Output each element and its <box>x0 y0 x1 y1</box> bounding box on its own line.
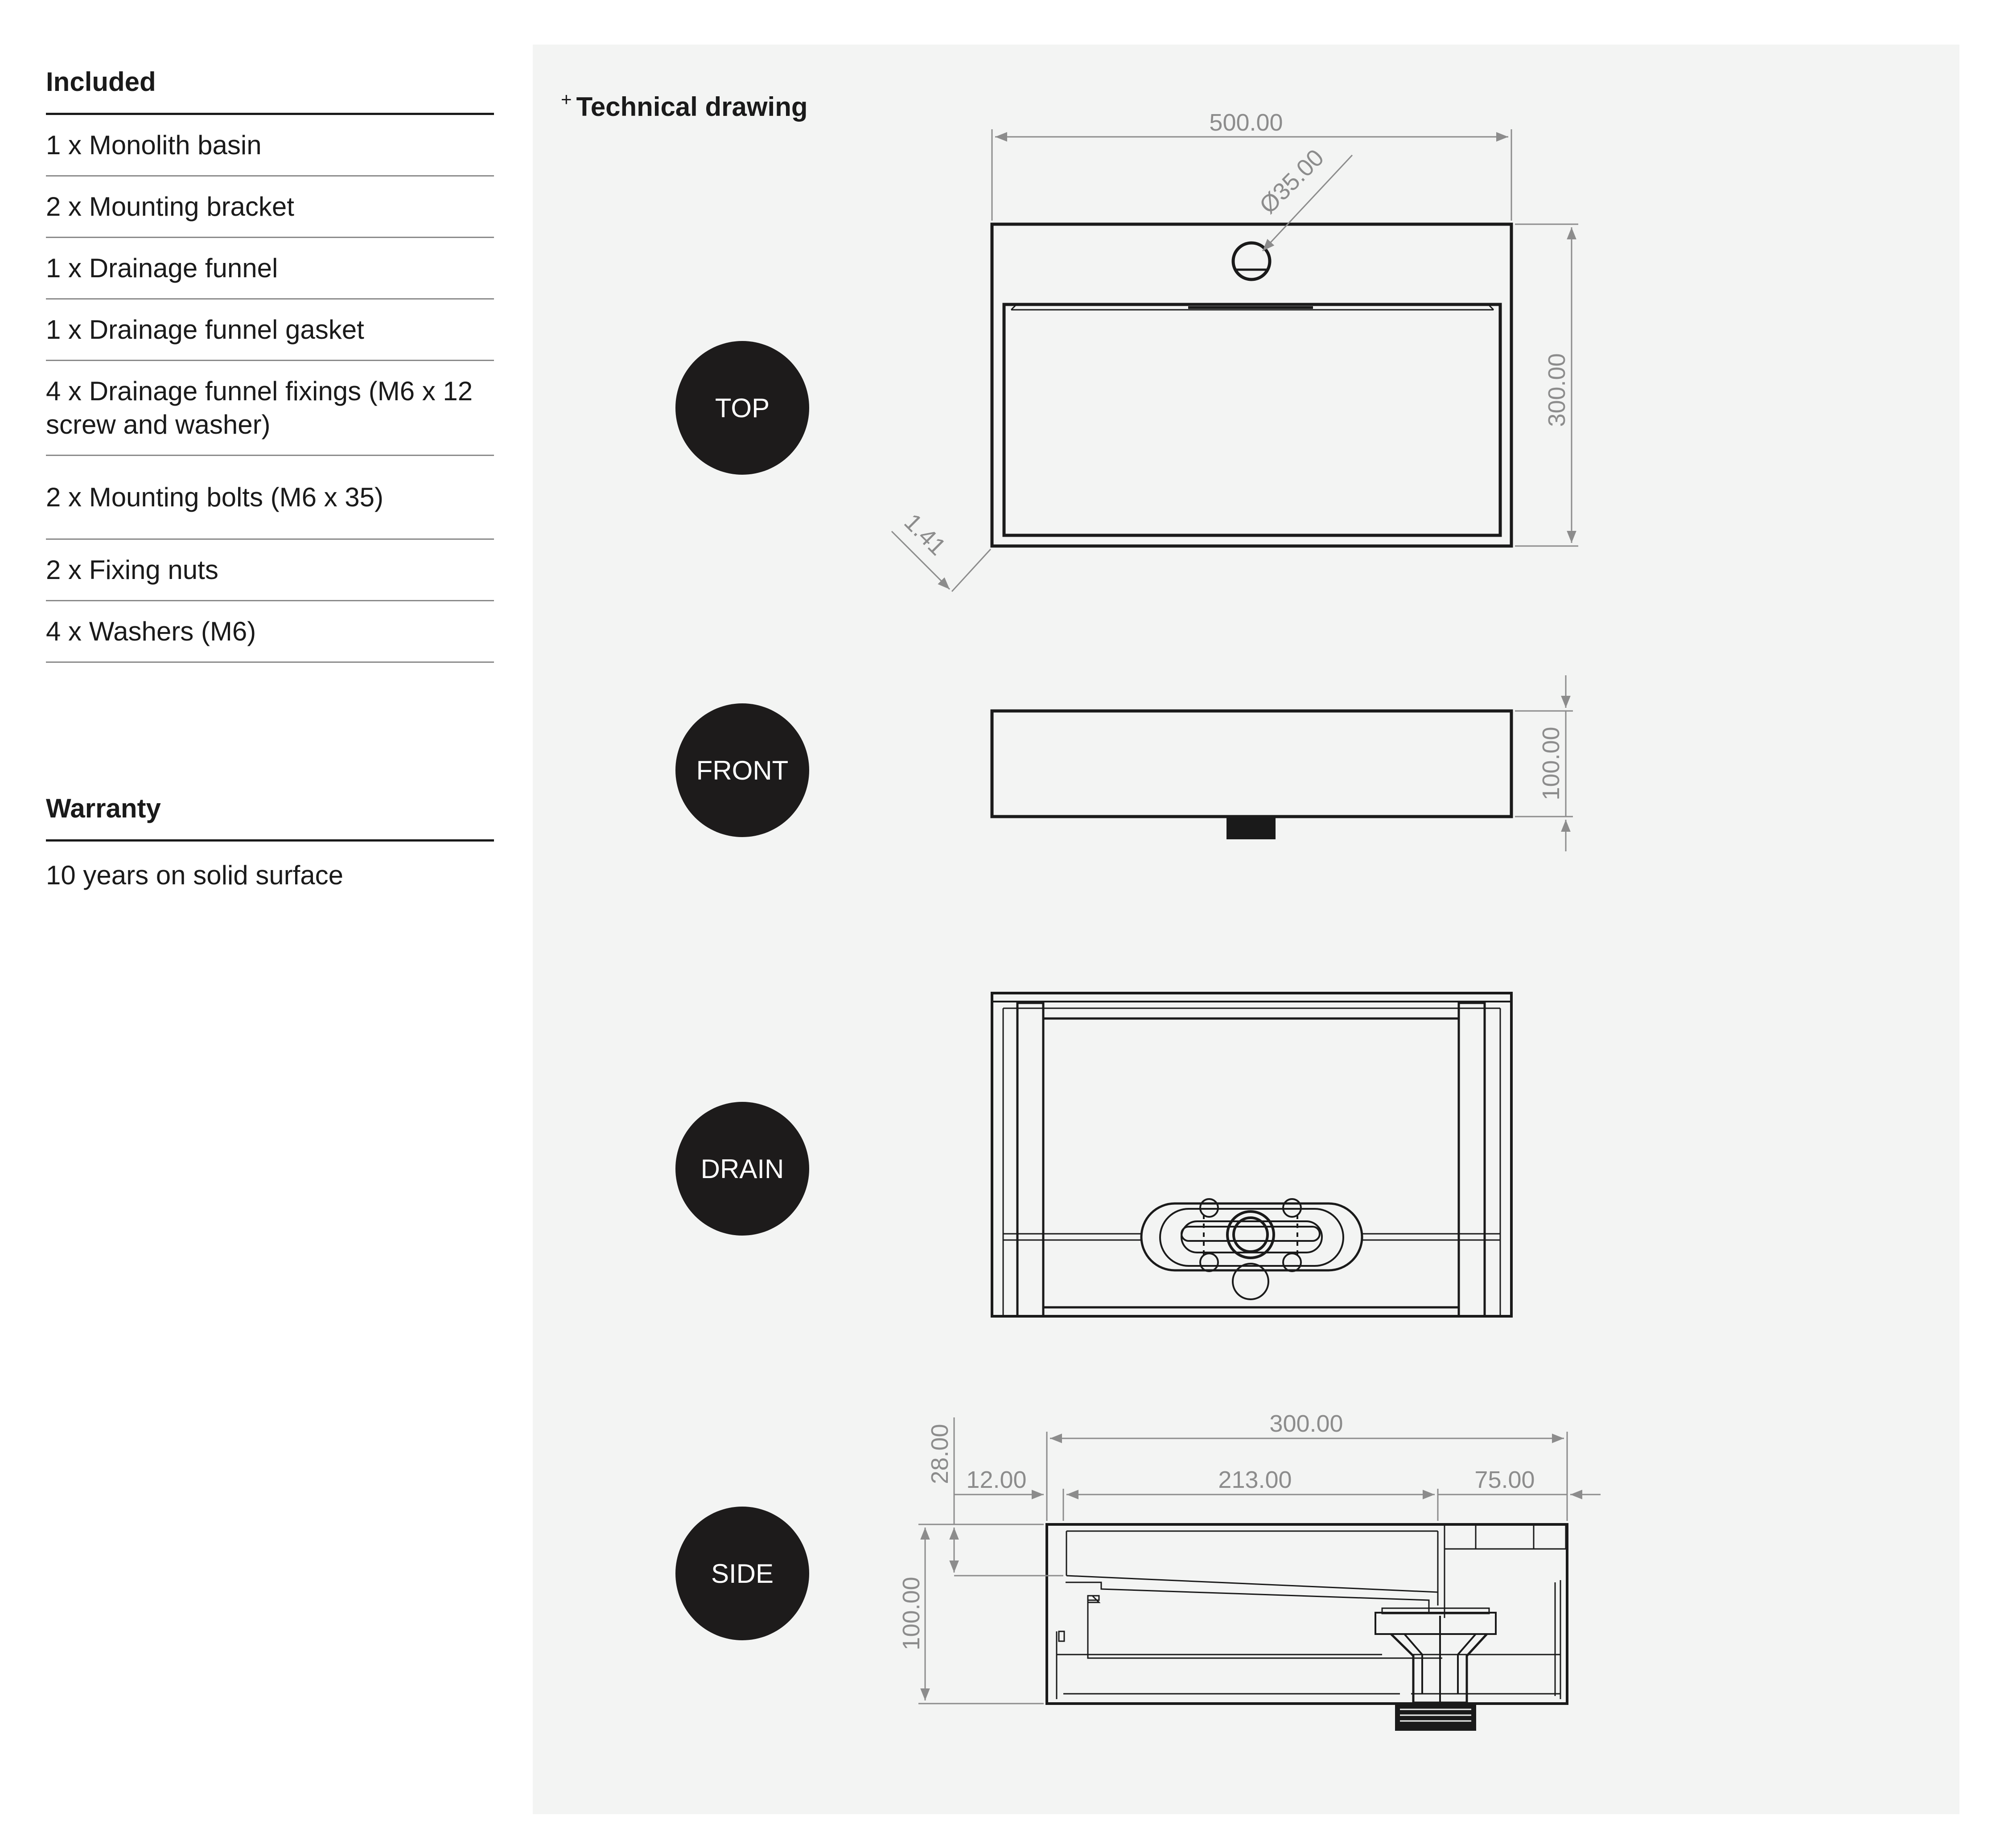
list-item: 1 x Monolith basin <box>46 115 494 177</box>
technical-drawing-label: Technical drawing <box>576 92 808 122</box>
list-item: 2 x Fixing nuts <box>46 540 494 601</box>
dim-top-width: 500.00 <box>1209 109 1283 136</box>
list-item: 4 x Washers (M6) <box>46 601 494 663</box>
dim-side-28: 28.00 <box>926 1424 953 1484</box>
included-title: Included <box>46 62 494 115</box>
badge-side: SIDE <box>675 1507 809 1640</box>
plus-icon: + <box>561 89 572 110</box>
list-item: 2 x Mounting bracket <box>46 177 494 238</box>
drain-view <box>992 993 1511 1316</box>
dim-top-depth: 300.00 <box>1543 353 1570 427</box>
list-item: 1 x Drainage funnel <box>46 238 494 300</box>
top-dimensions <box>892 129 1578 591</box>
dim-side-width: 300.00 <box>1269 1410 1343 1437</box>
warranty-title: Warranty <box>46 789 494 842</box>
side-dimensions <box>918 1417 1601 1704</box>
dim-side-75: 75.00 <box>1474 1466 1535 1493</box>
list-item: 2 x Mounting bolts (M6 x 35) <box>46 456 494 540</box>
side-view <box>1047 1524 1567 1730</box>
dim-rim: 1.41 <box>899 508 951 561</box>
top-view <box>992 224 1511 546</box>
dim-side-213: 213.00 <box>1218 1466 1292 1493</box>
dim-front-height: 100.00 <box>1538 727 1564 801</box>
badge-front: FRONT <box>675 703 809 837</box>
badge-drain: DRAIN <box>675 1102 809 1236</box>
dim-side-12: 12.00 <box>966 1466 1027 1493</box>
warranty-text: 10 years on solid surface <box>46 860 344 890</box>
dim-side-height: 100.00 <box>898 1577 925 1651</box>
list-item: 4 x Drainage funnel fixings (M6 x 12 screw and washer) <box>46 361 494 456</box>
front-view <box>992 711 1511 839</box>
list-item: 1 x Drainage funnel gasket <box>46 300 494 361</box>
badge-top: TOP <box>675 341 809 475</box>
dim-tap-hole: Ø35.00 <box>1254 144 1329 219</box>
